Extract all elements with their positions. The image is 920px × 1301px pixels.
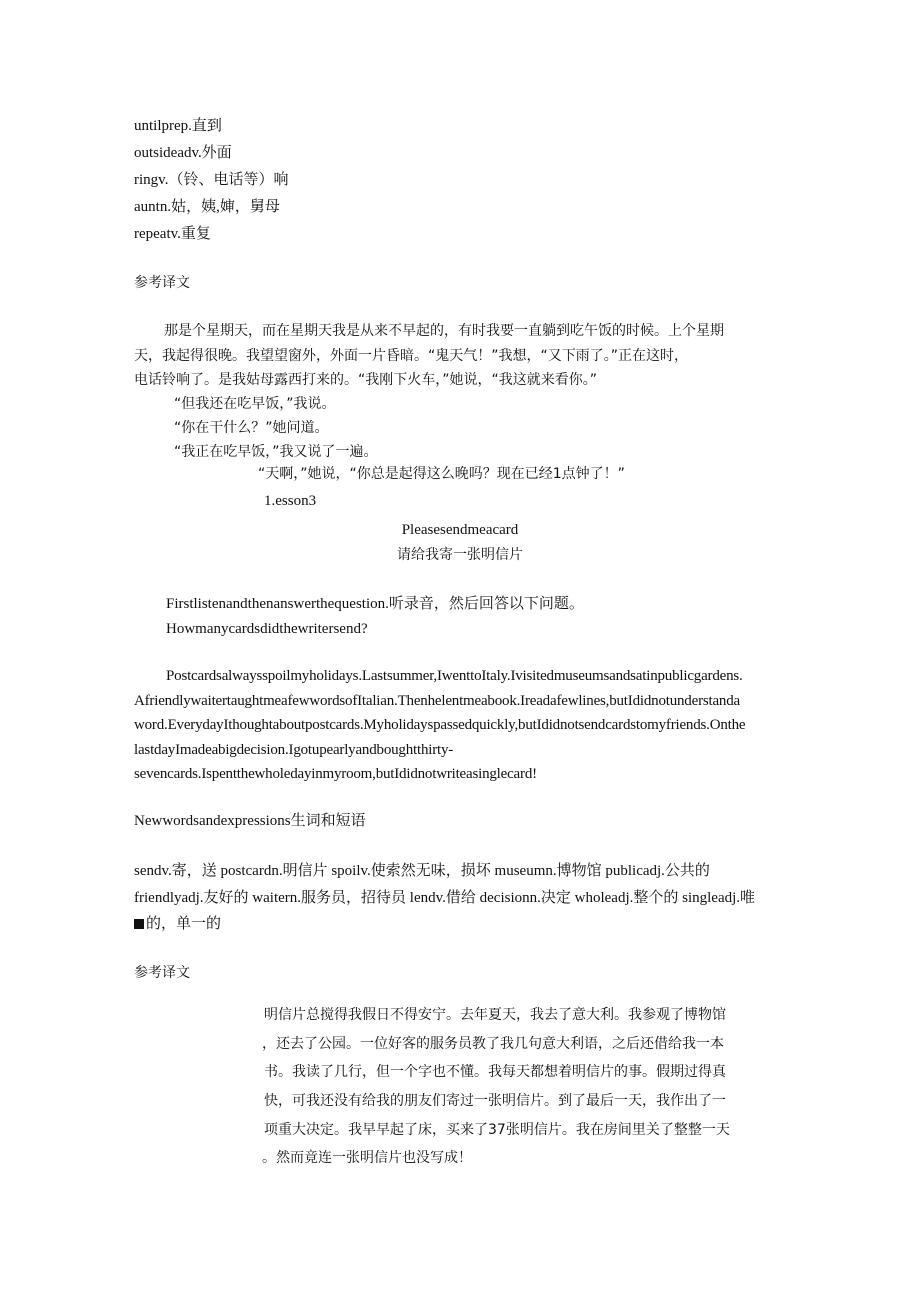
dialogue-line: “但我还在吃早饭，”我说。 xyxy=(174,396,336,412)
dialogue-line: “天啊，”她说，“你总是起得这么晚吗？现在已经1点钟了！” xyxy=(258,466,625,482)
question-intro: Firstlistenandthenanswerthequestion.听录音，然后回答以下问题。 xyxy=(166,596,584,612)
passage-line: Postcardsalwaysspoilmyholidays.Lastsummer,IwenttoItaly.Ivisitedmuseumsandsatinpublicgardens. xyxy=(166,668,743,684)
translation-line: 。然而竟连一张明信片也没写成！ xyxy=(262,1150,472,1166)
passage-line: AfriendlywaitertaughtmeafewwordsofItalian.Thenhelentmeabook.Ireadafewlines,butIdidnotunderstanda xyxy=(134,693,740,709)
lesson-title-english: Pleasesendmeacard xyxy=(401,522,519,538)
reference-translation-heading: 参考译文 xyxy=(134,965,190,981)
new-words-line: sendv.寄，送 postcardn.明信片 spoilv.使索然无味，损坏 museumn.博物馆 publicadj.公共的 xyxy=(134,863,710,879)
lesson-title-chinese: 请给我寄一张明信片 xyxy=(397,547,523,563)
translation-line: 那是个星期天，而在星期天我是从来不早起的，有时我要一直躺到吃午饭的时候。上个星期 xyxy=(164,323,724,339)
vocab-item-outside: outsideadv.外面 xyxy=(134,145,232,161)
translation-line: 快，可我还没有给我的朋友们寄过一张明信片。到了最后一天，我作出了一 xyxy=(264,1093,726,1109)
dialogue-line: “我正在吃早饭，”我又说了一遍。 xyxy=(174,444,378,460)
passage-line: sevencards.Ispentthewholedayinmyroom,butIdidnotwriteasinglecard! xyxy=(134,766,537,782)
dialogue-line: “你在干什么？”她问道。 xyxy=(174,420,329,436)
new-words-line: 的，单一的 xyxy=(146,916,222,932)
vocab-item-until: untilprep.直到 xyxy=(134,118,222,134)
translation-line: 书。我读了几行，但一个字也不懂。我每天都想着明信片的事。假期过得真 xyxy=(264,1064,726,1080)
translation-line: 明信片总搅得我假日不得安宁。去年夏天，我去了意大利。我参观了博物馆 xyxy=(264,1007,726,1023)
question-text: Howmanycardsdidthewritersend? xyxy=(166,621,368,637)
vocab-item-aunt: auntn.姑，姨,婶，舅母 xyxy=(134,199,280,215)
translation-line: 天，我起得很晚。我望望窗外，外面一片昏暗。“鬼天气！”我想，“又下雨了。”正在这时， xyxy=(134,348,689,364)
vocab-item-repeat: repeatv.重复 xyxy=(134,226,211,242)
passage-line: word.EverydayIthoughtaboutpostcards.Myholidayspassedquickly,butIdidnotsendcardstomyfriends.Onthe xyxy=(134,717,746,733)
new-words-heading: Newwordsandexpressions生词和短语 xyxy=(134,813,366,829)
translation-line: 项重大决定。我早早起了床，买来了37张明信片。我在房间里关了整整一天 xyxy=(264,1122,730,1138)
passage-line: lastdayImadeabigdecision.Igotupearlyandboughtthirty- xyxy=(134,742,454,758)
translation-line: 电话铃响了。是我姑母露西打来的。“我刚下火车，”她说，“我这就来看你。” xyxy=(134,372,598,388)
translation-line: ，还去了公园。一位好客的服务员教了我几句意大利语，之后还借给我一本 xyxy=(262,1036,724,1052)
reference-translation-heading: 参考译文 xyxy=(134,275,190,291)
lesson-label: 1.esson3 xyxy=(264,493,317,509)
new-words-line: friendlyadj.友好的 waitern.服务员，招待员 lendv.借给 decisionn.决定 wholeadj.整个的 singleadj.唯 xyxy=(134,890,756,906)
new-words-line-wrap xyxy=(134,914,221,934)
placeholder-square-icon xyxy=(134,919,144,929)
vocab-item-ring: ringv.（铃、电话等）响 xyxy=(134,172,289,188)
